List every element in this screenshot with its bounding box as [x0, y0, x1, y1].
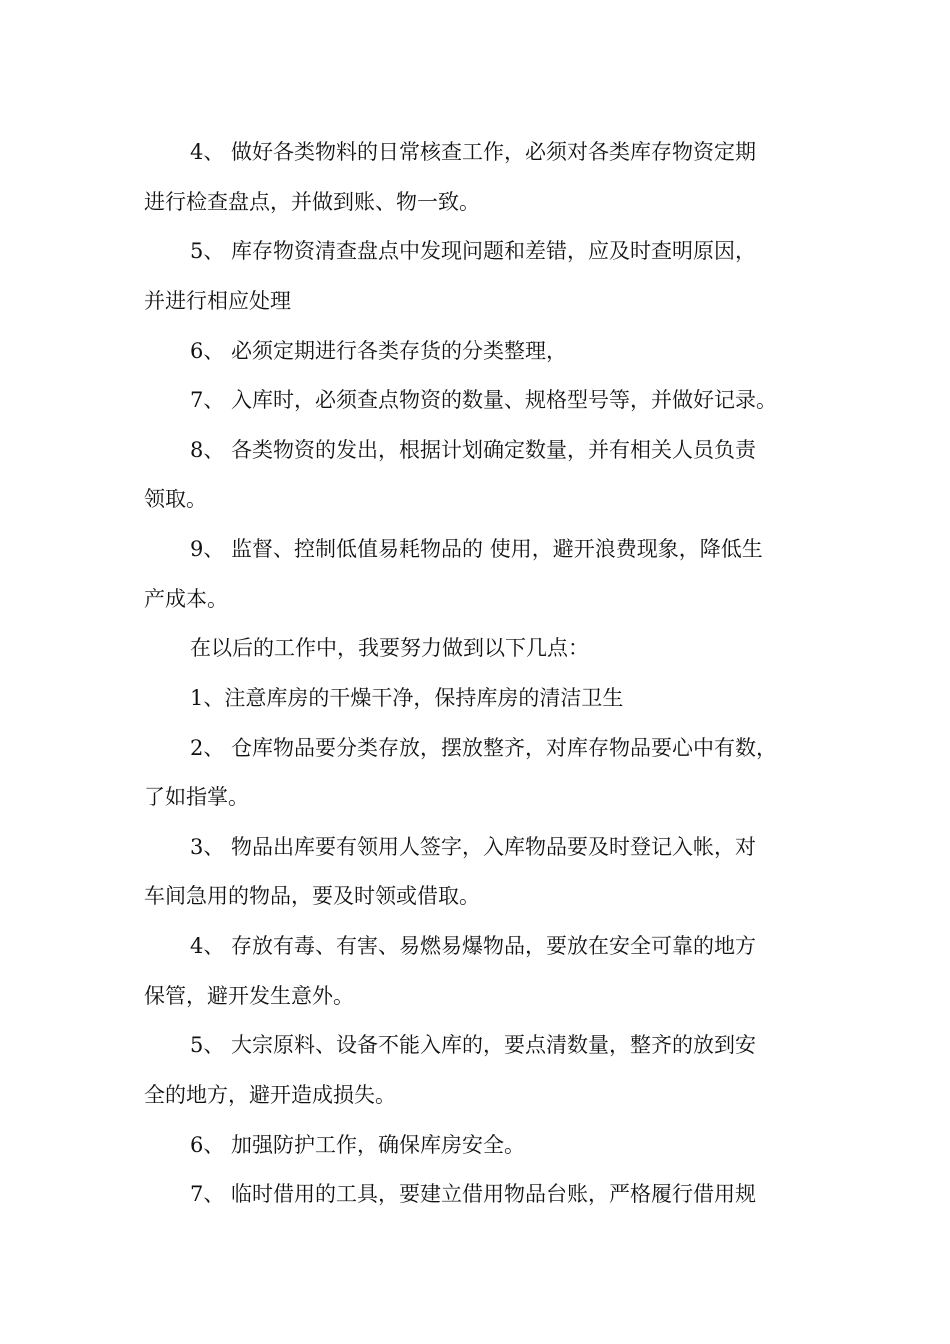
paragraph-line: 了如指掌。 [144, 785, 249, 809]
paragraph-line: 9、 监督、控制低值易耗物品的 使用，避开浪费现象，降低生 [190, 537, 763, 561]
paragraph-line: 进行检查盘点，并做到账、物一致。 [144, 190, 480, 214]
paragraph-line: 2、 仓库物品要分类存放，摆放整齐，对库存物品要心中有数， [190, 736, 778, 760]
paragraph-line: 产成本。 [144, 587, 228, 611]
paragraph-line: 6、 加强防护工作，确保库房安全。 [190, 1133, 526, 1157]
paragraph-line: 1、注意库房的干燥干净，保持库房的清洁卫生 [190, 686, 624, 710]
paragraph-line: 7、 入库时，必须查点物资的数量、规格型号等，并做好记录。 [190, 388, 778, 412]
paragraph-line: 7、 临时借用的工具，要建立借用物品台账，严格履行借用规 [190, 1182, 757, 1206]
paragraph-line: 保管，避开发生意外。 [144, 984, 354, 1008]
paragraph-line: 4、 存放有毒、有害、易燃易爆物品，要放在安全可靠的地方 [190, 934, 757, 958]
paragraph-line: 6、 必须定期进行各类存货的分类整理， [190, 339, 568, 363]
paragraph-line: 车间急用的物品，要及时领或借取。 [144, 884, 480, 908]
paragraph-line: 5、 库存物资清查盘点中发现问题和差错，应及时查明原因， [190, 239, 757, 263]
paragraph-line: 3、 物品出库要有领用人签字，入库物品要及时登记入帐，对 [190, 835, 757, 859]
paragraph-line: 8、 各类物资的发出，根据计划确定数量，并有相关人员负责 [190, 438, 757, 462]
paragraph-line: 4、 做好各类物料的日常核查工作，必须对各类库存物资定期 [190, 140, 757, 164]
paragraph-line: 全的地方，避开造成损失。 [144, 1083, 396, 1107]
paragraph-line: 在以后的工作中，我要努力做到以下几点： [190, 636, 589, 660]
paragraph-line: 并进行相应处理 [144, 289, 291, 313]
paragraph-line: 领取。 [144, 487, 207, 511]
paragraph-line: 5、 大宗原料、设备不能入库的，要点清数量，整齐的放到安 [190, 1033, 757, 1057]
